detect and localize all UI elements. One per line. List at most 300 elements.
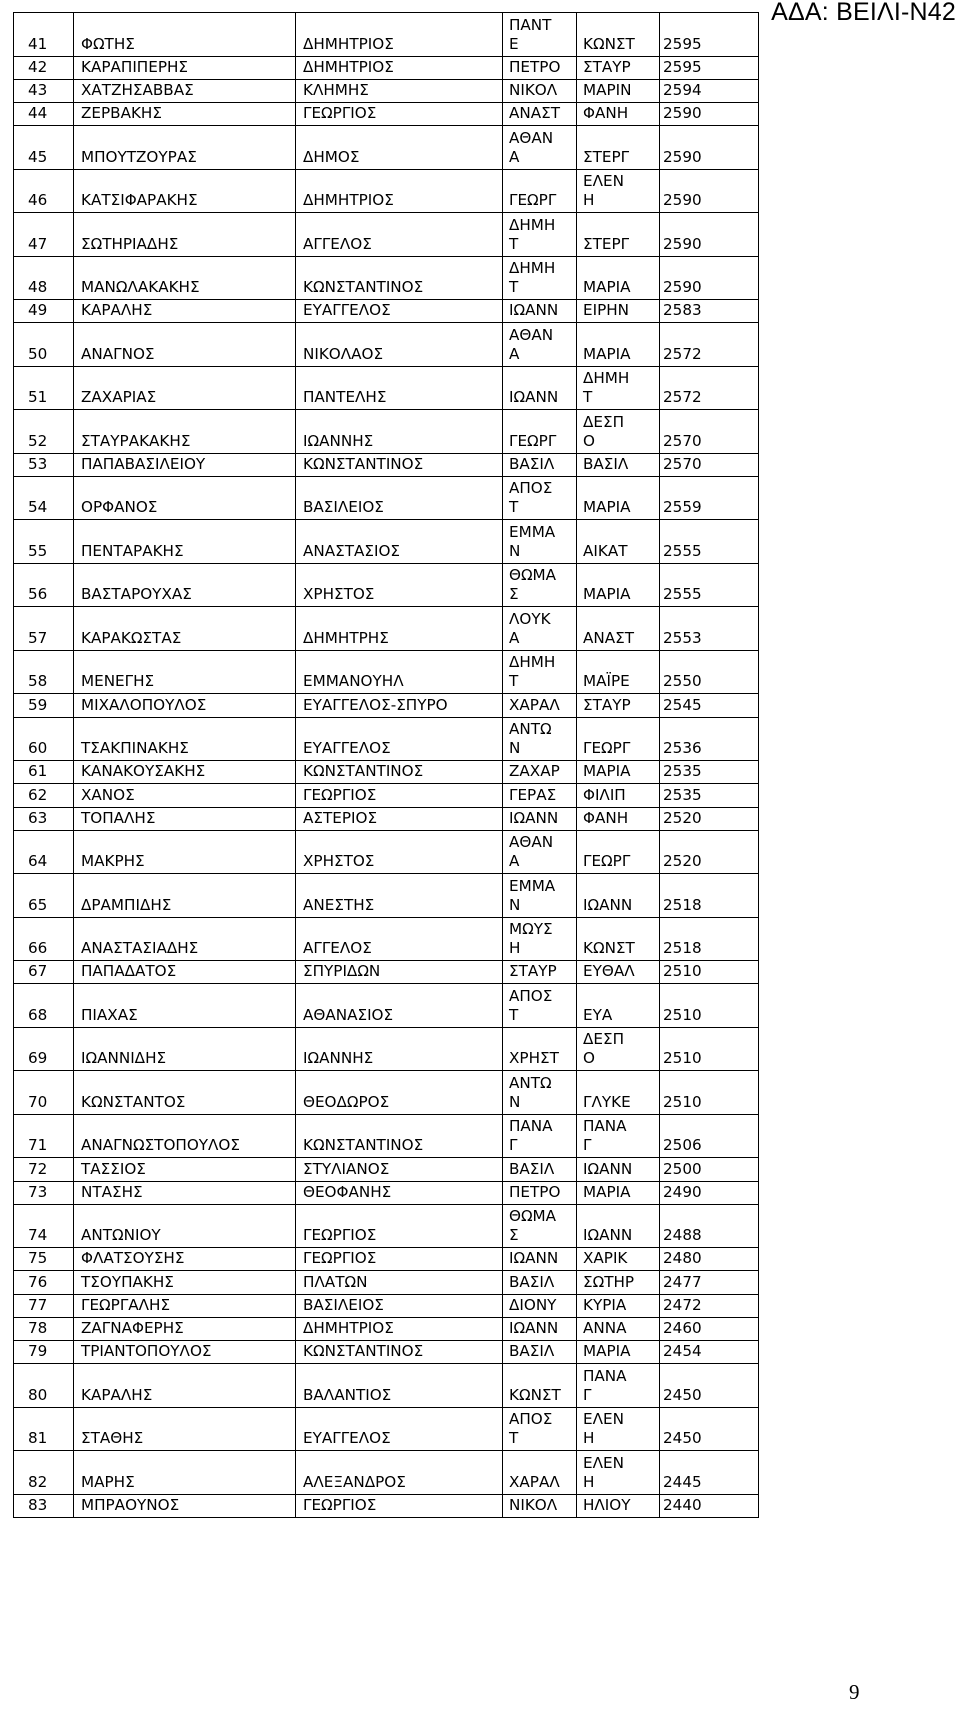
mother-name-cell: ΠΑΝΑ Γ [577, 1114, 660, 1158]
row-number: 66 [14, 917, 74, 961]
row-number: 55 [14, 520, 74, 564]
father-name-cell: ΙΩΑΝΝ [503, 807, 577, 830]
surname-cell: ΠΕΝΤΑΡΑΚΗΣ [74, 520, 296, 564]
father-name-cell: ΑΘΑΝ Α [503, 830, 577, 874]
surname-cell: ΝΤΑΣΗΣ [74, 1181, 296, 1204]
mother-name-cell: ΦΑΝΗ [577, 102, 660, 125]
father-name-cell: ΧΑΡΑΛ [503, 1451, 577, 1495]
mother-name-cell: ΜΑΡΙΑ [577, 1341, 660, 1364]
first-name-cell: ΒΑΣΙΛΕΙΟΣ [296, 476, 503, 520]
table-row [14, 717, 759, 761]
father-name-cell: ΖΑΧΑΡ [503, 761, 577, 784]
surname-cell: ΜΑΝΩΛΑΚΑΚΗΣ [74, 256, 296, 300]
father-name-cell: ΑΘΑΝ Α [503, 126, 577, 170]
surname-cell: ΑΝΤΩΝΙΟΥ [74, 1204, 296, 1248]
surname-cell: ΜΑΡΗΣ [74, 1451, 296, 1495]
score-cell: 2550 [660, 650, 759, 694]
table-row [14, 169, 759, 213]
table-row [14, 56, 759, 79]
score-cell: 2510 [660, 1071, 759, 1115]
row-number: 58 [14, 650, 74, 694]
father-name-cell: ΧΑΡΑΛ [503, 694, 577, 717]
surname-cell: ΜΠΟΥΤΖΟΥΡΑΣ [74, 126, 296, 170]
table-row [14, 917, 759, 961]
row-number: 56 [14, 563, 74, 607]
table-row [14, 256, 759, 300]
table-row [14, 961, 759, 984]
score-cell: 2590 [660, 102, 759, 125]
first-name-cell: ΝΙΚΟΛΑΟΣ [296, 323, 503, 367]
first-name-cell: ΑΝΑΣΤΑΣΙΟΣ [296, 520, 503, 564]
first-name-cell: ΚΩΝΣΤΑΝΤΙΝΟΣ [296, 761, 503, 784]
surname-cell: ΚΑΤΣΙΦΑΡΑΚΗΣ [74, 169, 296, 213]
mother-name-cell: ΠΑΝΑ Γ [577, 1364, 660, 1408]
surname-cell: ΔΡΑΜΠΙΔΗΣ [74, 874, 296, 918]
ada-header: ΑΔΑ: ΒΕΙΛΙ-Ν42 [771, 0, 956, 26]
row-number: 59 [14, 694, 74, 717]
row-number: 68 [14, 984, 74, 1028]
first-name-cell: ΕΥΑΓΓΕΛΟΣ [296, 300, 503, 323]
table-row [14, 1407, 759, 1451]
row-number: 52 [14, 410, 74, 454]
mother-name-cell: ΜΑΡΙΑ [577, 563, 660, 607]
row-number: 80 [14, 1364, 74, 1408]
father-name-cell: ΘΩΜΑ Σ [503, 563, 577, 607]
row-number: 82 [14, 1451, 74, 1495]
mother-name-cell: ΚΥΡΙΑ [577, 1294, 660, 1317]
score-cell: 2510 [660, 1027, 759, 1071]
score-cell: 2510 [660, 984, 759, 1028]
mother-name-cell: ΣΤΕΡΓ [577, 213, 660, 257]
surname-cell: ΣΤΑΘΗΣ [74, 1407, 296, 1451]
surname-cell: ΦΩΤΗΣ [74, 13, 296, 57]
mother-name-cell: ΕΥΑ [577, 984, 660, 1028]
row-number: 43 [14, 79, 74, 102]
mother-name-cell: ΙΩΑΝΝ [577, 1158, 660, 1181]
mother-name-cell: ΣΩΤΗΡ [577, 1271, 660, 1294]
first-name-cell: ΠΑΝΤΕΛΗΣ [296, 366, 503, 410]
first-name-cell: ΑΣΤΕΡΙΟΣ [296, 807, 503, 830]
mother-name-cell: ΙΩΑΝΝ [577, 1204, 660, 1248]
first-name-cell: ΚΩΝΣΤΑΝΤΙΝΟΣ [296, 1341, 503, 1364]
score-cell: 2594 [660, 79, 759, 102]
surname-cell: ΖΑΧΑΡΙΑΣ [74, 366, 296, 410]
first-name-cell: ΕΥΑΓΓΕΛΟΣ [296, 1407, 503, 1451]
mother-name-cell: ΑΝΝΑ [577, 1317, 660, 1340]
father-name-cell: ΠΑΝΤ Ε [503, 13, 577, 57]
mother-name-cell: ΜΑΡΙΑ [577, 1181, 660, 1204]
surname-cell: ΜΠΡΑΟΥΝΟΣ [74, 1494, 296, 1517]
row-number: 54 [14, 476, 74, 520]
mother-name-cell: ΜΑΡΙΑ [577, 256, 660, 300]
mother-name-cell: ΔΗΜΗ Τ [577, 366, 660, 410]
father-name-cell: ΠΕΤΡΟ [503, 56, 577, 79]
score-cell: 2472 [660, 1294, 759, 1317]
score-cell: 2520 [660, 807, 759, 830]
mother-name-cell: ΦΙΛΙΠ [577, 784, 660, 807]
father-name-cell: ΛΟΥΚ Α [503, 607, 577, 651]
mother-name-cell: ΓΕΩΡΓ [577, 717, 660, 761]
surname-cell: ΚΑΡΑΛΗΣ [74, 300, 296, 323]
first-name-cell: ΓΕΩΡΓΙΟΣ [296, 784, 503, 807]
score-cell: 2545 [660, 694, 759, 717]
father-name-cell: ΚΩΝΣΤ [503, 1364, 577, 1408]
mother-name-cell: ΜΑΪΡΕ [577, 650, 660, 694]
surname-cell: ΚΑΡΑΠΙΠΕΡΗΣ [74, 56, 296, 79]
surname-cell: ΑΝΑΣΤΑΣΙΑΔΗΣ [74, 917, 296, 961]
first-name-cell: ΑΓΓΕΛΟΣ [296, 213, 503, 257]
score-cell: 2460 [660, 1317, 759, 1340]
first-name-cell: ΚΩΝΣΤΑΝΤΙΝΟΣ [296, 453, 503, 476]
table-row [14, 874, 759, 918]
father-name-cell: ΙΩΑΝΝ [503, 1317, 577, 1340]
mother-name-cell: ΕΙΡΗΝ [577, 300, 660, 323]
row-number: 42 [14, 56, 74, 79]
row-number: 44 [14, 102, 74, 125]
score-cell: 2583 [660, 300, 759, 323]
table-row [14, 1181, 759, 1204]
father-name-cell: ΑΝΤΩ Ν [503, 717, 577, 761]
table-row [14, 476, 759, 520]
table-body [14, 13, 759, 1518]
table-row [14, 1204, 759, 1248]
row-number: 53 [14, 453, 74, 476]
mother-name-cell: ΣΤΕΡΓ [577, 126, 660, 170]
surname-cell: ΣΩΤΗΡΙΑΔΗΣ [74, 213, 296, 257]
father-name-cell: ΑΠΟΣ Τ [503, 476, 577, 520]
surname-cell: ΜΙΧΑΛΟΠΟΥΛΟΣ [74, 694, 296, 717]
row-number: 61 [14, 761, 74, 784]
table-row [14, 102, 759, 125]
table-row [14, 1027, 759, 1071]
row-number: 50 [14, 323, 74, 367]
score-cell: 2553 [660, 607, 759, 651]
father-name-cell: ΒΑΣΙΛ [503, 1341, 577, 1364]
table-row [14, 694, 759, 717]
first-name-cell: ΕΥΑΓΓΕΛΟΣ [296, 717, 503, 761]
score-cell: 2570 [660, 410, 759, 454]
father-name-cell: ΙΩΑΝΝ [503, 300, 577, 323]
mother-name-cell: ΚΩΝΣΤ [577, 917, 660, 961]
mother-name-cell: ΕΛΕΝ Η [577, 1407, 660, 1451]
score-cell: 2450 [660, 1407, 759, 1451]
surname-cell: ΧΑΝΟΣ [74, 784, 296, 807]
table-row [14, 1248, 759, 1271]
surname-cell: ΚΑΡΑΚΩΣΤΑΣ [74, 607, 296, 651]
surname-cell: ΜΕΝΕΓΗΣ [74, 650, 296, 694]
candidate-table [13, 12, 759, 1518]
table-row [14, 1294, 759, 1317]
table-row [14, 323, 759, 367]
mother-name-cell: ΣΤΑΥΡ [577, 694, 660, 717]
row-number: 79 [14, 1341, 74, 1364]
surname-cell: ΠΙΑΧΑΣ [74, 984, 296, 1028]
first-name-cell: ΑΓΓΕΛΟΣ [296, 917, 503, 961]
father-name-cell: ΒΑΣΙΛ [503, 453, 577, 476]
score-cell: 2518 [660, 917, 759, 961]
mother-name-cell: ΑΝΑΣΤ [577, 607, 660, 651]
row-number: 47 [14, 213, 74, 257]
row-number: 69 [14, 1027, 74, 1071]
first-name-cell: ΓΕΩΡΓΙΟΣ [296, 102, 503, 125]
mother-name-cell: ΜΑΡΙΑ [577, 323, 660, 367]
row-number: 72 [14, 1158, 74, 1181]
score-cell: 2572 [660, 366, 759, 410]
first-name-cell: ΓΕΩΡΓΙΟΣ [296, 1494, 503, 1517]
mother-name-cell: ΑΙΚΑΤ [577, 520, 660, 564]
row-number: 70 [14, 1071, 74, 1115]
mother-name-cell: ΒΑΣΙΛ [577, 453, 660, 476]
score-cell: 2500 [660, 1158, 759, 1181]
father-name-cell: ΓΕΩΡΓ [503, 410, 577, 454]
score-cell: 2536 [660, 717, 759, 761]
table-row [14, 300, 759, 323]
father-name-cell: ΑΝΑΣΤ [503, 102, 577, 125]
first-name-cell: ΘΕΟΔΩΡΟΣ [296, 1071, 503, 1115]
father-name-cell: ΔΗΜΗ Τ [503, 213, 577, 257]
first-name-cell: ΔΗΜΗΤΡΙΟΣ [296, 13, 503, 57]
mother-name-cell: ΜΑΡΙΑ [577, 761, 660, 784]
first-name-cell: ΔΗΜΗΤΡΙΟΣ [296, 169, 503, 213]
first-name-cell: ΔΗΜΗΤΡΙΟΣ [296, 56, 503, 79]
mother-name-cell: ΓΛΥΚΕ [577, 1071, 660, 1115]
table-row [14, 650, 759, 694]
score-cell: 2490 [660, 1181, 759, 1204]
father-name-cell: ΕΜΜΑ Ν [503, 520, 577, 564]
surname-cell: ΤΣΟΥΠΑΚΗΣ [74, 1271, 296, 1294]
father-name-cell: ΔΗΜΗ Τ [503, 256, 577, 300]
father-name-cell: ΑΠΟΣ Τ [503, 984, 577, 1028]
surname-cell: ΤΣΑΚΠΙΝΑΚΗΣ [74, 717, 296, 761]
table-row [14, 520, 759, 564]
surname-cell: ΒΑΣΤΑΡΟΥΧΑΣ [74, 563, 296, 607]
surname-cell: ΚΑΡΑΛΗΣ [74, 1364, 296, 1408]
first-name-cell: ΒΑΣΙΛΕΙΟΣ [296, 1294, 503, 1317]
mother-name-cell: ΔΕΣΠ Ο [577, 1027, 660, 1071]
father-name-cell: ΜΩΥΣ Η [503, 917, 577, 961]
father-name-cell: ΓΕΩΡΓ [503, 169, 577, 213]
row-number: 49 [14, 300, 74, 323]
mother-name-cell: ΦΑΝΗ [577, 807, 660, 830]
father-name-cell: ΠΑΝΑ Γ [503, 1114, 577, 1158]
first-name-cell: ΙΩΑΝΝΗΣ [296, 410, 503, 454]
father-name-cell: ΔΗΜΗ Τ [503, 650, 577, 694]
father-name-cell: ΙΩΑΝΝ [503, 366, 577, 410]
father-name-cell: ΑΠΟΣ Τ [503, 1407, 577, 1451]
first-name-cell: ΔΗΜΗΤΡΗΣ [296, 607, 503, 651]
page-number: 9 [849, 1680, 860, 1704]
row-number: 62 [14, 784, 74, 807]
score-cell: 2440 [660, 1494, 759, 1517]
row-number: 74 [14, 1204, 74, 1248]
surname-cell: ΟΡΦΑΝΟΣ [74, 476, 296, 520]
table-row [14, 410, 759, 454]
table-row [14, 761, 759, 784]
table-row [14, 366, 759, 410]
father-name-cell: ΑΘΑΝ Α [503, 323, 577, 367]
row-number: 78 [14, 1317, 74, 1340]
score-cell: 2445 [660, 1451, 759, 1495]
father-name-cell: ΒΑΣΙΛ [503, 1271, 577, 1294]
row-number: 46 [14, 169, 74, 213]
first-name-cell: ΑΝΕΣΤΗΣ [296, 874, 503, 918]
father-name-cell: ΘΩΜΑ Σ [503, 1204, 577, 1248]
score-cell: 2520 [660, 830, 759, 874]
surname-cell: ΤΟΠΑΛΗΣ [74, 807, 296, 830]
father-name-cell: ΠΕΤΡΟ [503, 1181, 577, 1204]
mother-name-cell: ΕΛΕΝ Η [577, 1451, 660, 1495]
father-name-cell: ΑΝΤΩ Ν [503, 1071, 577, 1115]
father-name-cell: ΧΡΗΣΤ [503, 1027, 577, 1071]
surname-cell: ΧΑΤΖΗΣΑΒΒΑΣ [74, 79, 296, 102]
first-name-cell: ΑΛΕΞΑΝΔΡΟΣ [296, 1451, 503, 1495]
father-name-cell: ΓΕΡΑΣ [503, 784, 577, 807]
surname-cell: ΦΛΑΤΣΟΥΣΗΣ [74, 1248, 296, 1271]
table-row [14, 784, 759, 807]
table-row [14, 1494, 759, 1517]
row-number: 76 [14, 1271, 74, 1294]
table-row [14, 1114, 759, 1158]
score-cell: 2510 [660, 961, 759, 984]
score-cell: 2518 [660, 874, 759, 918]
father-name-cell: ΔΙΟΝΥ [503, 1294, 577, 1317]
first-name-cell: ΠΛΑΤΩΝ [296, 1271, 503, 1294]
row-number: 81 [14, 1407, 74, 1451]
score-cell: 2555 [660, 563, 759, 607]
surname-cell: ΠΑΠΑΒΑΣΙΛΕΙΟΥ [74, 453, 296, 476]
surname-cell: ΠΑΠΑΔΑΤΟΣ [74, 961, 296, 984]
row-number: 60 [14, 717, 74, 761]
table-row [14, 79, 759, 102]
mother-name-cell: ΗΛΙΟΥ [577, 1494, 660, 1517]
score-cell: 2535 [660, 784, 759, 807]
father-name-cell: ΒΑΣΙΛ [503, 1158, 577, 1181]
row-number: 67 [14, 961, 74, 984]
row-number: 71 [14, 1114, 74, 1158]
table-row [14, 453, 759, 476]
first-name-cell: ΓΕΩΡΓΙΟΣ [296, 1204, 503, 1248]
surname-cell: ΚΑΝΑΚΟΥΣΑΚΗΣ [74, 761, 296, 784]
score-cell: 2480 [660, 1248, 759, 1271]
surname-cell: ΣΤΑΥΡΑΚΑΚΗΣ [74, 410, 296, 454]
surname-cell: ΙΩΑΝΝΙΔΗΣ [74, 1027, 296, 1071]
row-number: 48 [14, 256, 74, 300]
mother-name-cell: ΕΛΕΝ Η [577, 169, 660, 213]
mother-name-cell: ΚΩΝΣΤ [577, 13, 660, 57]
row-number: 75 [14, 1248, 74, 1271]
score-cell: 2595 [660, 13, 759, 57]
first-name-cell: ΕΜΜΑΝΟΥΗΛ [296, 650, 503, 694]
surname-cell: ΖΑΓΝΑΦΕΡΗΣ [74, 1317, 296, 1340]
mother-name-cell: ΓΕΩΡΓ [577, 830, 660, 874]
first-name-cell: ΔΗΜΗΤΡΙΟΣ [296, 1317, 503, 1340]
score-cell: 2488 [660, 1204, 759, 1248]
table-row [14, 1271, 759, 1294]
row-number: 73 [14, 1181, 74, 1204]
mother-name-cell: ΔΕΣΠ Ο [577, 410, 660, 454]
table-row [14, 213, 759, 257]
score-cell: 2595 [660, 56, 759, 79]
surname-cell: ΤΑΣΣΙΟΣ [74, 1158, 296, 1181]
row-number: 63 [14, 807, 74, 830]
table-row [14, 1158, 759, 1181]
surname-cell: ΚΩΝΣΤΑΝΤΟΣ [74, 1071, 296, 1115]
father-name-cell: ΙΩΑΝΝ [503, 1248, 577, 1271]
first-name-cell: ΧΡΗΣΤΟΣ [296, 830, 503, 874]
score-cell: 2559 [660, 476, 759, 520]
table-row [14, 126, 759, 170]
table-row [14, 13, 759, 57]
table-row [14, 1451, 759, 1495]
first-name-cell: ΚΩΝΣΤΑΝΤΙΝΟΣ [296, 1114, 503, 1158]
surname-cell: ΓΕΩΡΓΑΛΗΣ [74, 1294, 296, 1317]
score-cell: 2555 [660, 520, 759, 564]
score-cell: 2570 [660, 453, 759, 476]
first-name-cell: ΙΩΑΝΝΗΣ [296, 1027, 503, 1071]
table-row [14, 607, 759, 651]
first-name-cell: ΚΩΝΣΤΑΝΤΙΝΟΣ [296, 256, 503, 300]
row-number: 64 [14, 830, 74, 874]
row-number: 57 [14, 607, 74, 651]
surname-cell: ΑΝΑΓΝΟΣ [74, 323, 296, 367]
mother-name-cell: ΣΤΑΥΡ [577, 56, 660, 79]
score-cell: 2477 [660, 1271, 759, 1294]
mother-name-cell: ΜΑΡΙΑ [577, 476, 660, 520]
surname-cell: ΜΑΚΡΗΣ [74, 830, 296, 874]
surname-cell: ΑΝΑΓΝΩΣΤΟΠΟΥΛΟΣ [74, 1114, 296, 1158]
surname-cell: ΖΕΡΒΑΚΗΣ [74, 102, 296, 125]
first-name-cell: ΚΛΗΜΗΣ [296, 79, 503, 102]
first-name-cell: ΓΕΩΡΓΙΟΣ [296, 1248, 503, 1271]
mother-name-cell: ΙΩΑΝΝ [577, 874, 660, 918]
table-row [14, 1071, 759, 1115]
score-cell: 2535 [660, 761, 759, 784]
score-cell: 2572 [660, 323, 759, 367]
first-name-cell: ΧΡΗΣΤΟΣ [296, 563, 503, 607]
surname-cell: ΤΡΙΑΝΤΟΠΟΥΛΟΣ [74, 1341, 296, 1364]
score-cell: 2590 [660, 213, 759, 257]
first-name-cell: ΣΤΥΛΙΑΝΟΣ [296, 1158, 503, 1181]
first-name-cell: ΣΠΥΡΙΔΩΝ [296, 961, 503, 984]
father-name-cell: ΝΙΚΟΛ [503, 1494, 577, 1517]
mother-name-cell: ΜΑΡΙΝ [577, 79, 660, 102]
mother-name-cell: ΧΑΡΙΚ [577, 1248, 660, 1271]
score-cell: 2590 [660, 256, 759, 300]
table-row [14, 1364, 759, 1408]
first-name-cell: ΘΕΟΦΑΝΗΣ [296, 1181, 503, 1204]
first-name-cell: ΕΥΑΓΓΕΛΟΣ-ΣΠΥΡΟ [296, 694, 503, 717]
row-number: 41 [14, 13, 74, 57]
score-cell: 2450 [660, 1364, 759, 1408]
score-cell: 2506 [660, 1114, 759, 1158]
table-row [14, 830, 759, 874]
table-row [14, 1317, 759, 1340]
table-row [14, 563, 759, 607]
table-row [14, 984, 759, 1028]
score-cell: 2454 [660, 1341, 759, 1364]
score-cell: 2590 [660, 169, 759, 213]
row-number: 65 [14, 874, 74, 918]
mother-name-cell: ΕΥΘΑΛ [577, 961, 660, 984]
father-name-cell: ΕΜΜΑ Ν [503, 874, 577, 918]
table-row [14, 1341, 759, 1364]
first-name-cell: ΒΑΛΑΝΤΙΟΣ [296, 1364, 503, 1408]
father-name-cell: ΣΤΑΥΡ [503, 961, 577, 984]
table-row [14, 807, 759, 830]
score-cell: 2590 [660, 126, 759, 170]
first-name-cell: ΔΗΜΟΣ [296, 126, 503, 170]
row-number: 83 [14, 1494, 74, 1517]
